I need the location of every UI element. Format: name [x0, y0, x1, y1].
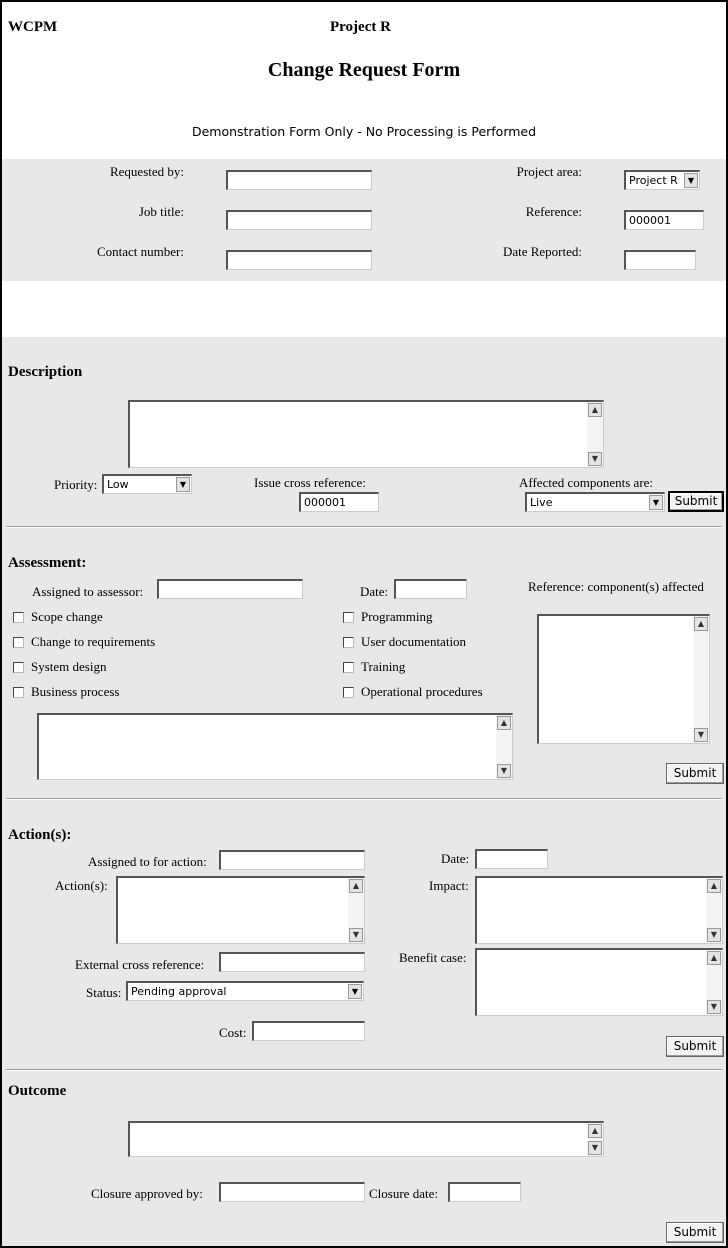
job-title-label: Job title: — [138, 204, 184, 219]
status-value: Pending approval — [131, 985, 227, 998]
textarea-scrollbar[interactable] — [706, 950, 722, 1015]
requested-by-input[interactable] — [226, 170, 372, 190]
action-date-label: Date: — [441, 851, 470, 866]
external-xref-label: External cross reference: — [75, 957, 205, 972]
assessment-heading: Assessment: — [8, 555, 87, 571]
action-date-input[interactable] — [475, 849, 548, 869]
job-title-input[interactable] — [226, 210, 372, 230]
description-heading: Description — [8, 364, 83, 380]
org-name: WCPM — [8, 19, 58, 35]
chevron-down-icon[interactable]: ▼ — [176, 477, 190, 492]
textarea-scrollbar[interactable] — [587, 402, 603, 467]
status-select[interactable] — [126, 981, 364, 1001]
outcome-textarea[interactable] — [128, 1121, 604, 1157]
textarea-scrollbar[interactable] — [348, 878, 364, 943]
scroll-down-icon[interactable]: ▼ — [588, 1141, 602, 1155]
assessor-input[interactable] — [157, 579, 303, 599]
reference-input[interactable]: 000001 — [624, 210, 704, 230]
closure-approved-label: Closure approved by: — [91, 1186, 203, 1201]
contact-number-label: Contact number: — [96, 244, 184, 259]
textarea-scrollbar[interactable] — [693, 616, 709, 743]
description-submit-button[interactable]: Submit — [668, 491, 724, 512]
closure-date-label: Closure date: — [369, 1186, 438, 1201]
scroll-down-icon[interactable]: ▼ — [707, 928, 721, 942]
scroll-up-icon[interactable]: ▲ — [707, 951, 721, 965]
business-process-label: Business process — [31, 684, 120, 699]
assessor-label: Assigned to assessor: — [32, 584, 144, 599]
scope-change-checkbox[interactable] — [13, 612, 24, 623]
project-area-label: Project area: — [516, 164, 582, 179]
closure-approved-input[interactable] — [219, 1182, 365, 1202]
user-documentation-checkbox[interactable] — [343, 637, 354, 648]
actions-label: Action(s): — [55, 878, 108, 893]
page-subtitle: Demonstration Form Only - No Processing is Performed — [191, 124, 537, 139]
business-process-checkbox[interactable] — [13, 687, 24, 698]
divider — [6, 1069, 722, 1071]
reference-components-label: Reference: component(s) affected — [528, 579, 704, 594]
impact-label: Impact: — [429, 878, 469, 893]
page-title: Change Request Form — [267, 59, 461, 81]
scroll-down-icon[interactable]: ▼ — [349, 928, 363, 942]
assessment-submit-button[interactable]: Submit — [666, 763, 724, 784]
actions-textarea[interactable] — [116, 876, 365, 944]
benefit-case-textarea[interactable] — [475, 948, 723, 1016]
operational-procedures-checkbox[interactable] — [343, 687, 354, 698]
external-xref-input[interactable] — [219, 952, 365, 972]
cost-label: Cost: — [219, 1025, 247, 1040]
priority-select[interactable] — [102, 474, 192, 494]
system-design-label: System design — [31, 659, 107, 674]
date-reported-label: Date Reported: — [502, 244, 582, 259]
project-area-select[interactable] — [624, 170, 700, 190]
impact-textarea[interactable] — [475, 876, 723, 944]
priority-value: Low — [107, 478, 129, 491]
outcome-submit-button[interactable]: Submit — [666, 1222, 724, 1243]
actions-heading: Action(s): — [8, 827, 72, 843]
scroll-down-icon[interactable]: ▼ — [497, 764, 511, 778]
programming-label: Programming — [361, 609, 433, 624]
chevron-down-icon[interactable]: ▼ — [684, 173, 698, 188]
textarea-scrollbar[interactable] — [587, 1123, 603, 1156]
programming-checkbox[interactable] — [343, 612, 354, 623]
project-name: Project R — [330, 19, 391, 35]
textarea-scrollbar[interactable] — [496, 715, 512, 779]
issue-xref-label: Issue cross reference: — [254, 475, 366, 490]
assessment-date-input[interactable] — [394, 579, 467, 599]
scroll-up-icon[interactable]: ▲ — [588, 1124, 602, 1138]
cost-input[interactable] — [252, 1021, 365, 1041]
assigned-action-label: Assigned to for action: — [88, 854, 207, 869]
divider — [6, 798, 722, 800]
scroll-up-icon[interactable]: ▲ — [349, 879, 363, 893]
scroll-down-icon[interactable]: ▼ — [694, 728, 708, 742]
scroll-down-icon[interactable]: ▼ — [588, 452, 602, 466]
scroll-up-icon[interactable]: ▲ — [707, 879, 721, 893]
actions-submit-button[interactable]: Submit — [666, 1036, 724, 1057]
user-documentation-label: User documentation — [361, 634, 467, 649]
scroll-up-icon[interactable]: ▲ — [497, 716, 511, 730]
scroll-up-icon[interactable]: ▲ — [588, 403, 602, 417]
status-label: Status: — [86, 985, 122, 1000]
change-requirements-checkbox[interactable] — [13, 637, 24, 648]
reference-label: Reference: — [525, 204, 582, 219]
chevron-down-icon[interactable]: ▼ — [649, 495, 663, 510]
training-checkbox[interactable] — [343, 662, 354, 673]
issue-xref-input[interactable]: 000001 — [299, 492, 379, 512]
assessment-date-label: Date: — [360, 584, 389, 599]
requested-by-label: Requested by: — [109, 164, 184, 179]
assessment-textarea[interactable] — [37, 713, 513, 780]
divider — [6, 526, 722, 528]
textarea-scrollbar[interactable] — [706, 878, 722, 943]
benefit-case-label: Benefit case: — [399, 950, 467, 965]
scope-change-label: Scope change — [31, 609, 103, 624]
operational-procedures-label: Operational procedures — [361, 684, 483, 699]
description-textarea[interactable] — [128, 400, 604, 468]
contact-number-input[interactable] — [226, 250, 372, 270]
scroll-up-icon[interactable]: ▲ — [694, 617, 708, 631]
outcome-heading: Outcome — [8, 1083, 67, 1099]
training-label: Training — [361, 659, 406, 674]
affected-components-label: Affected components are: — [519, 475, 654, 490]
chevron-down-icon[interactable]: ▼ — [348, 984, 362, 999]
affected-components-select[interactable] — [525, 492, 665, 512]
assigned-action-input[interactable] — [219, 850, 365, 870]
date-reported-input[interactable] — [624, 250, 696, 270]
affected-components-value: Live — [530, 496, 553, 509]
reference-components-textarea[interactable] — [537, 614, 710, 744]
system-design-checkbox[interactable] — [13, 662, 24, 673]
priority-label: Priority: — [54, 477, 98, 492]
change-requirements-label: Change to requirements — [31, 634, 156, 649]
scroll-down-icon[interactable]: ▼ — [707, 1000, 721, 1014]
closure-date-input[interactable] — [448, 1182, 521, 1202]
project-area-value: Project R — [629, 174, 678, 187]
